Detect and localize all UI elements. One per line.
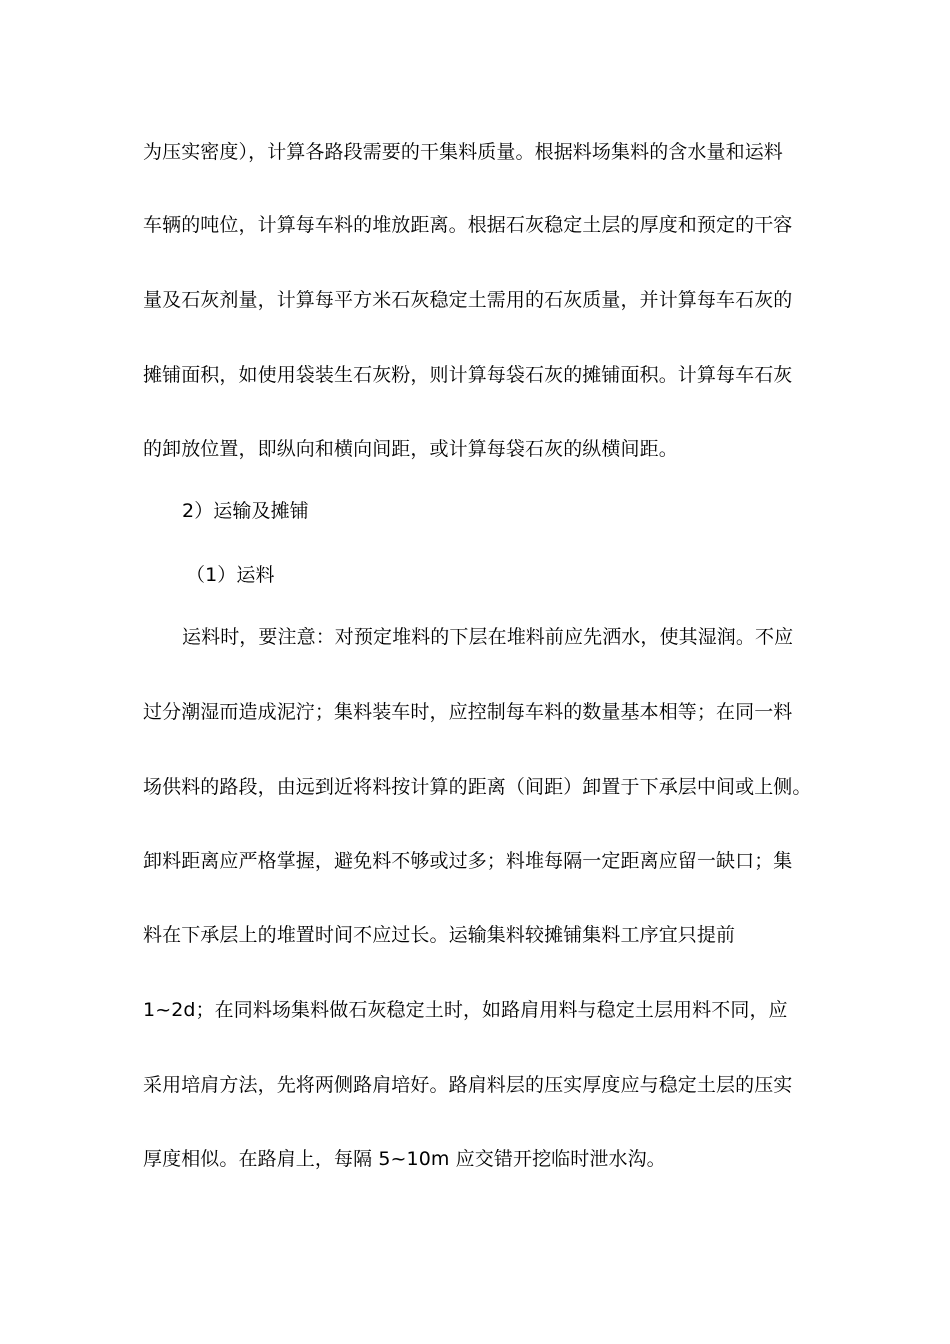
paragraph-line: 量及石灰剂量，计算每平方米石灰稳定土需用的石灰质量，并计算每车石灰的	[143, 289, 793, 311]
paragraph-line: 场供料的路段，由远到近将料按计算的距离（间距）卸置于下承层中间或上侧。	[143, 776, 812, 798]
subsection-heading: （1）运料	[186, 564, 275, 586]
paragraph-line: 车辆的吨位，计算每车料的堆放距离。根据石灰稳定土层的厚度和预定的干容	[143, 214, 793, 236]
paragraph-line: 卸料距离应严格掌握，避免料不够或过多；料堆每隔一定距离应留一缺口；集	[143, 850, 793, 872]
paragraph-line: 料在下承层上的堆置时间不应过长。运输集料较摊铺集料工序宜只提前	[143, 924, 736, 946]
paragraph-line: 厚度相似。在路肩上，每隔 5~10m 应交错开挖临时泄水沟。	[143, 1148, 666, 1170]
paragraph-line: 为压实密度），计算各路段需要的干集料质量。根据料场集料的含水量和运料	[143, 141, 783, 163]
paragraph-line: 过分潮湿而造成泥泞；集料装车时，应控制每车料的数量基本相等；在同一料	[143, 701, 793, 723]
section-heading: 2）运输及摊铺	[182, 500, 309, 522]
paragraph-line: 运料时，要注意：对预定堆料的下层在堆料前应先洒水，使其湿润。不应	[182, 626, 794, 648]
paragraph-line: 摊铺面积，如使用袋装生石灰粉，则计算每袋石灰的摊铺面积。计算每车石灰	[143, 364, 793, 386]
paragraph-line: 采用培肩方法，先将两侧路肩培好。路肩料层的压实厚度应与稳定土层的压实	[143, 1074, 793, 1096]
paragraph-line: 1~2d；在同料场集料做石灰稳定土时，如路肩用料与稳定土层用料不同，应	[143, 999, 788, 1021]
paragraph-line: 的卸放位置，即纵向和横向间距，或计算每袋石灰的纵横间距。	[143, 438, 678, 460]
